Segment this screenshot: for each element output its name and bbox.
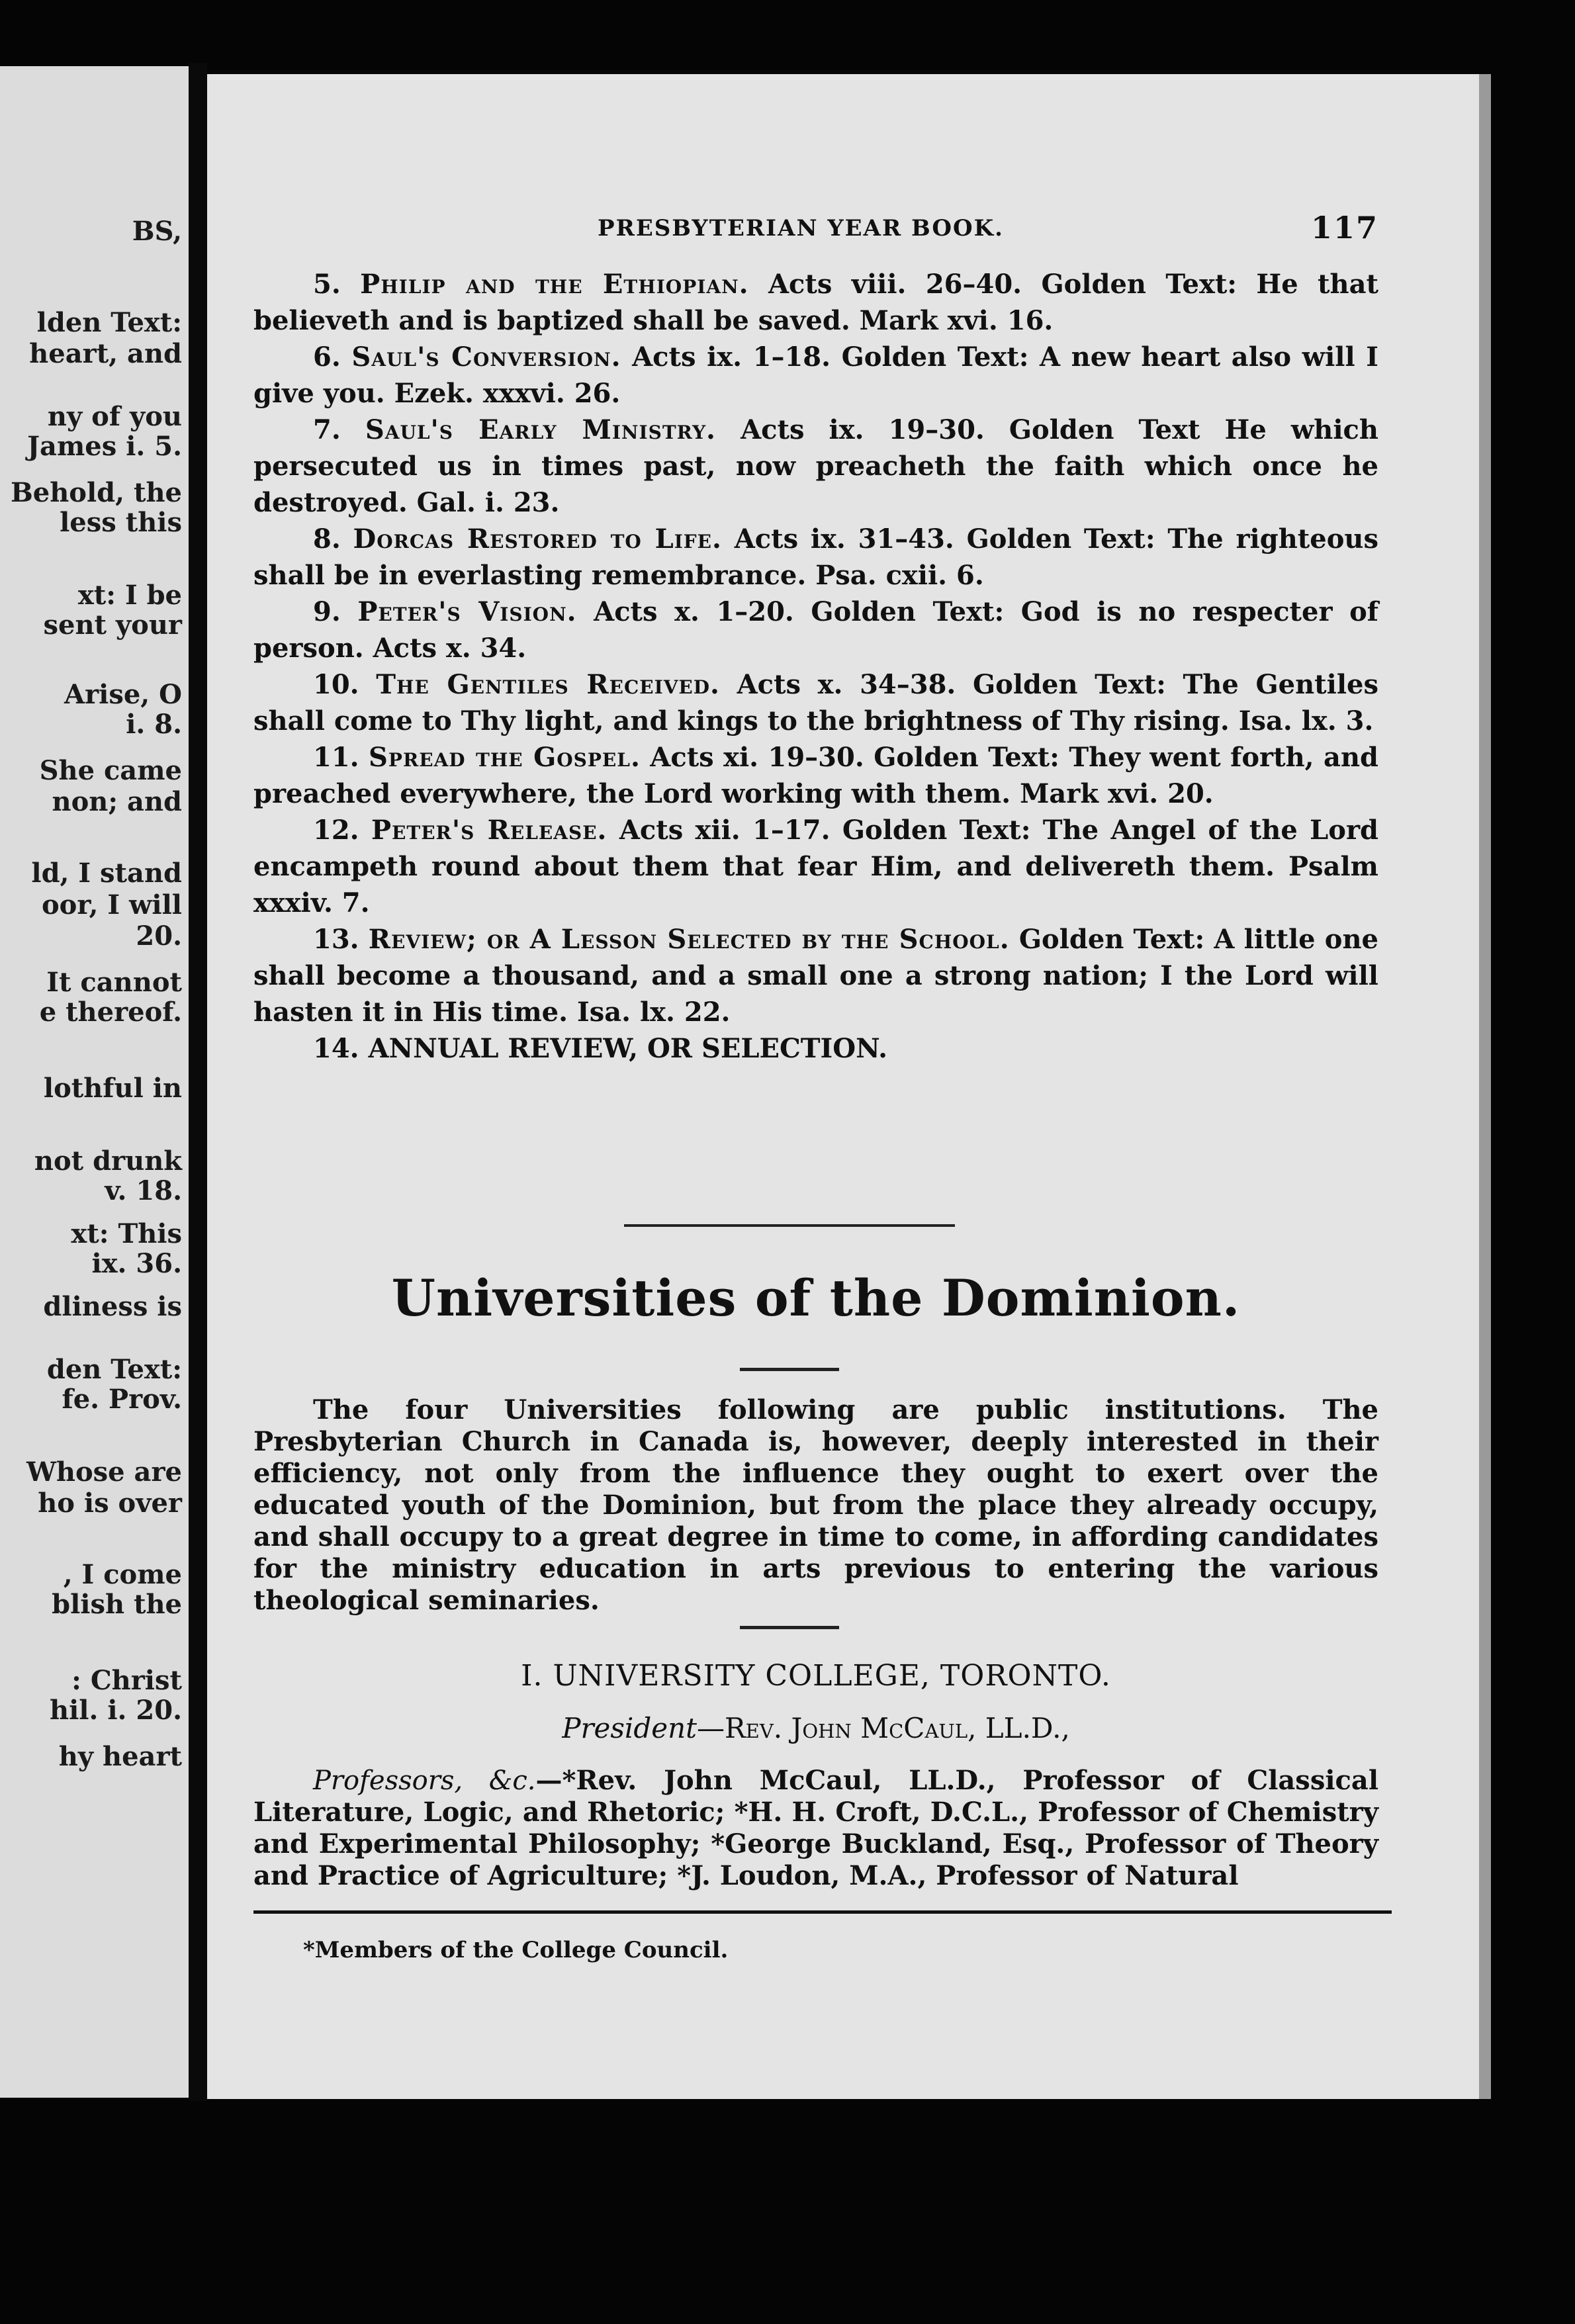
- lesson-item: [253, 412, 1378, 521]
- left-page-fragment: Whose are: [26, 1456, 182, 1488]
- left-page-fragment: ld, I stand: [31, 858, 182, 889]
- lesson-number: 13.: [313, 924, 359, 955]
- lesson-number: 14.: [313, 1033, 359, 1064]
- lesson-title: Spread the Gospel.: [369, 742, 641, 773]
- lesson-title: The Gentiles Received.: [376, 669, 720, 700]
- lesson-list: [253, 266, 1378, 1067]
- lesson-number: 8.: [313, 523, 341, 555]
- left-page-fragment: It cannot: [46, 967, 182, 998]
- left-page-fragment: fe. Prov.: [62, 1384, 182, 1415]
- left-page-fragment: lothful in: [43, 1073, 182, 1104]
- lesson-item: [253, 594, 1378, 666]
- left-page-fragment: Behold, the: [10, 477, 182, 508]
- left-page-fragment: Arise, O: [64, 679, 182, 710]
- lesson-title: Peter's Release.: [371, 815, 608, 846]
- left-page-fragment: i. 8.: [126, 709, 182, 740]
- lesson-number: 12.: [313, 815, 359, 846]
- left-page-fragment: ix. 36.: [91, 1248, 182, 1279]
- lesson-number: 7.: [313, 414, 341, 445]
- lesson-title: Saul's Conversion.: [351, 341, 621, 373]
- lesson-item: [253, 521, 1378, 594]
- lesson-title: Review; or A Lesson Selected by the School.: [368, 924, 1010, 955]
- page-edge: [1479, 74, 1491, 2099]
- president-name: —Rev. John McCaul, LL.D.,: [697, 1712, 1070, 1744]
- left-page-fragment: dliness is: [43, 1291, 182, 1322]
- left-facing-page: [0, 66, 189, 2098]
- intro-paragraph: The four Universities following are public institutions. The Presbyterian Church in Canada is, however, deeply interested in their efficiency, not only from the influence they ought to exert over the educated youth of the Dominion, but from the place they already occupy, and shall occupy to a great degree in time to come, in affording candidates for the ministry education in arts previous to entering the various theological seminaries.: [253, 1394, 1378, 1616]
- lesson-text: Acts viii. 26–40. Golden Text: He that believeth and is baptized shall be saved. Mark xvi. 16.: [253, 269, 1378, 336]
- footnote-rule: [253, 1910, 1392, 1914]
- left-page-fragment: xt: This: [71, 1218, 182, 1249]
- lesson-item: [253, 739, 1378, 812]
- left-page-fragment: BS,: [132, 216, 182, 247]
- left-page-fragment: : Christ: [71, 1665, 182, 1696]
- lesson-text: Acts ix. 1–18. Golden Text: A new heart also will I give you. Ezek. xxxvi. 26.: [253, 341, 1378, 409]
- professors-paragraph: [253, 1765, 1378, 1892]
- running-title: PRESBYTERIAN YEAR BOOK.: [598, 215, 1005, 242]
- left-page-fragment: lden Text:: [36, 307, 182, 338]
- left-page-fragment: ho is over: [38, 1488, 182, 1519]
- lesson-text: Acts ix. 31–43. Golden Text: The righteous shall be in everlasting remembrance. Psa. cxii. 6.: [253, 523, 1379, 591]
- binding-gutter: [189, 63, 207, 2101]
- lesson-number: 9.: [313, 596, 341, 627]
- left-page-fragment: hy heart: [58, 1741, 182, 1772]
- left-page-fragment: non; and: [52, 786, 182, 817]
- lesson-item: [253, 1030, 1378, 1067]
- lesson-item: [253, 339, 1378, 412]
- left-page-fragment: blish the: [52, 1589, 182, 1620]
- lesson-title: Philip and the Ethiopian.: [360, 269, 749, 300]
- lesson-title: Dorcas Restored to Life.: [353, 523, 722, 555]
- book-page: [207, 74, 1479, 2099]
- lesson-item: [253, 921, 1378, 1030]
- lesson-title: Peter's Vision.: [357, 596, 577, 627]
- left-page-fragment: hil. i. 20.: [50, 1695, 182, 1726]
- left-page-fragment: less this: [60, 507, 182, 538]
- lesson-text: ANNUAL REVIEW, OR SELECTION.: [368, 1033, 888, 1064]
- president-label: President: [562, 1712, 698, 1744]
- left-page-fragment: sent your: [43, 609, 182, 641]
- left-page-fragment: den Text:: [46, 1354, 182, 1385]
- left-page-fragment: ny of you: [47, 401, 182, 432]
- left-page-fragment: She came: [39, 755, 182, 786]
- lesson-number: 10.: [313, 669, 359, 700]
- lesson-text: Golden Text: A little one shall become a thousand, and a small one a strong nation; I the Lord will hasten it in His time. Isa. lx. 22.: [253, 924, 1378, 1028]
- footnote: *Members of the College Council.: [303, 1937, 729, 1963]
- left-page-fragment: 20.: [136, 920, 182, 952]
- page-number: 117: [1310, 210, 1378, 246]
- lesson-text: Acts x. 1–20. Golden Text: God is no respecter of person. Acts x. 34.: [253, 596, 1378, 664]
- left-page-fragment: xt: I be: [77, 580, 182, 611]
- section-divider: [624, 1224, 955, 1227]
- lesson-text: Acts xii. 1–17. Golden Text: The Angel of the Lord encampeth round about them that fear Him, and delivereth them. Psalm xxxiv. 7.: [253, 815, 1378, 918]
- left-page-fragment: not drunk: [34, 1145, 182, 1177]
- title-underline: [740, 1368, 839, 1371]
- professors-text: —*Rev. John McCaul, LL.D., Professor of Classical Literature, Logic, and Rhetoric; *H. H. Croft, D.C.L., Professor of Chemistry and Experimental Philosophy; *George Buckland, Esq., Professor of Theory and Practice of Agriculture; *J. Loudon, M.A., Professor of Natural: [253, 1765, 1379, 1891]
- president-line: [253, 1712, 1378, 1744]
- lesson-text: Acts ix. 19–30. Golden Text He which persecuted us in times past, now preacheth the faith which once he destroyed. Gal. i. 23.: [253, 414, 1378, 518]
- short-divider: [740, 1626, 839, 1629]
- lesson-number: 6.: [313, 341, 341, 373]
- left-page-fragment: , I come: [63, 1559, 182, 1590]
- professors-label: Professors, &c.: [313, 1765, 536, 1796]
- lesson-text: Acts x. 34–38. Golden Text: The Gentiles shall come to Thy light, and kings to the brightness of Thy rising. Isa. lx. 3.: [253, 669, 1379, 737]
- left-page-fragment: e thereof.: [39, 997, 182, 1028]
- lesson-text: Acts xi. 19–30. Golden Text: They went forth, and preached everywhere, the Lord working with them. Mark xvi. 20.: [253, 742, 1378, 809]
- lesson-number: 5.: [313, 269, 341, 300]
- left-page-fragment: heart, and: [29, 338, 182, 369]
- lesson-item: [253, 266, 1378, 339]
- left-page-fragment: v. 18.: [105, 1175, 182, 1206]
- lesson-title: Saul's Early Ministry.: [365, 414, 716, 445]
- left-page-fragment: James i. 5.: [27, 431, 182, 462]
- college-heading: I. UNIVERSITY COLLEGE, TORONTO.: [521, 1659, 1111, 1693]
- lesson-number: 11.: [313, 742, 359, 773]
- section-title: Universities of the Dominion.: [391, 1269, 1241, 1327]
- lesson-item: [253, 666, 1378, 739]
- left-page-fragment: oor, I will: [41, 889, 182, 920]
- lesson-item: [253, 812, 1378, 921]
